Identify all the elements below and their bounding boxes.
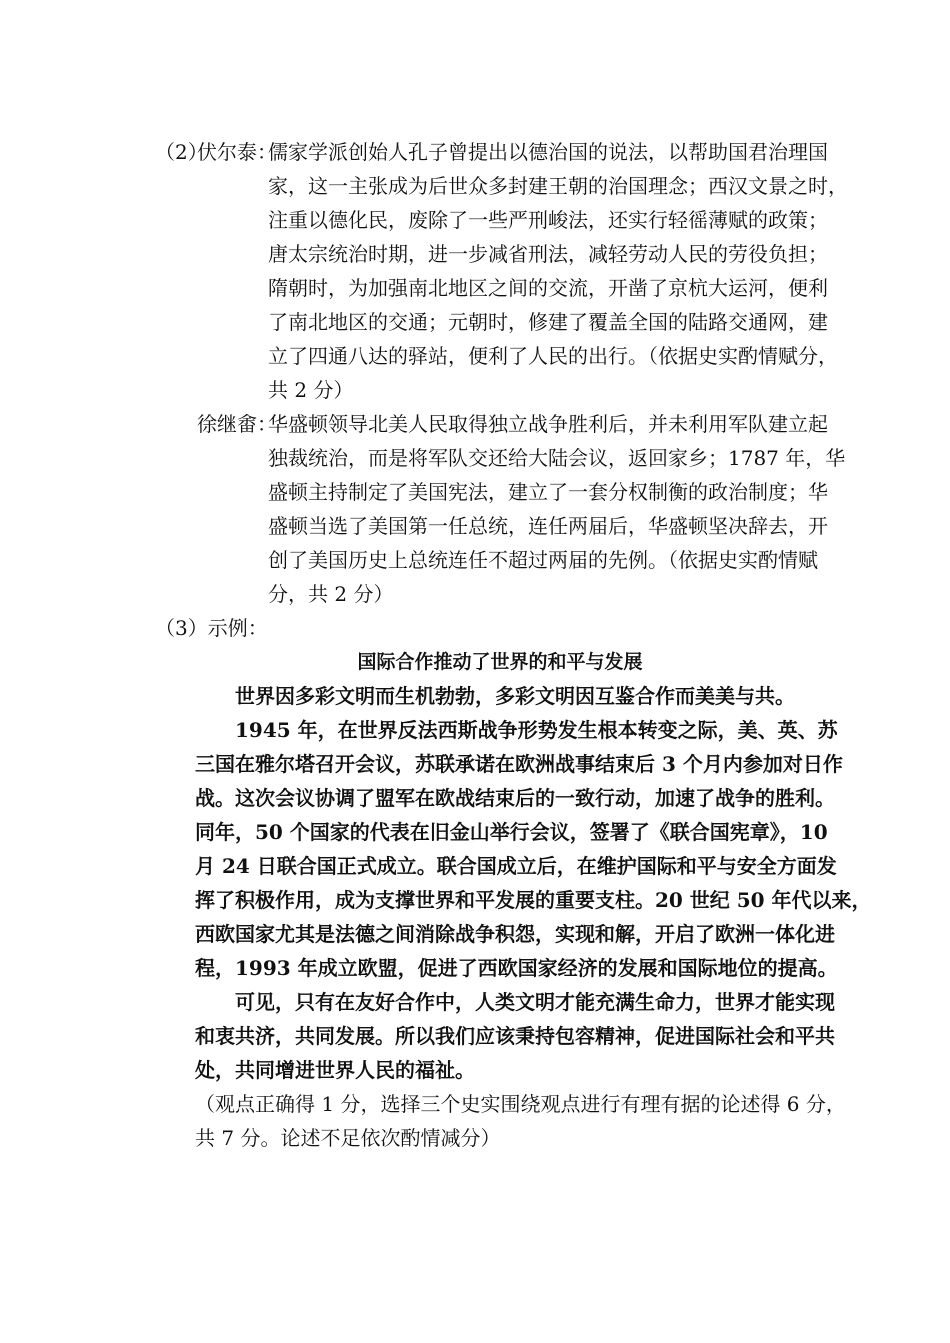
voltaire-line-8: 共 2 分） — [268, 378, 354, 402]
para2-line-3: 处，共同增进世界人民的福祉。 — [195, 1058, 475, 1082]
scoring-line-2: 共 7 分。论述不足依次酌情减分） — [195, 1126, 501, 1150]
xu-line-1: 华盛顿领导北美人民取得独立战争胜利后，并未利用军队建立起 — [268, 412, 828, 436]
xu-line-4: 盛顿当选了美国第一任总统，连任两届后，华盛顿坚决辞去，开 — [268, 514, 828, 538]
part3-label: （3）示例： — [155, 616, 268, 640]
para2-line-1: 可见，只有在友好合作中，人类文明才能充满生命力，世界才能实现 — [235, 990, 835, 1014]
voltaire-line-1: 儒家学派创始人孔子曾提出以德治国的说法，以帮助国君治理国 — [268, 140, 828, 164]
para1-line-3: 战。这次会议协调了盟军在欧战结束后的一致行动，加速了战争的胜利。 — [195, 786, 835, 810]
part2-label: （2） — [155, 140, 208, 164]
xu-line-2: 独裁统治，而是将军队交还给大陆会议，返回家乡；1787 年，华 — [268, 446, 846, 470]
xu-name: 徐继畬： — [197, 412, 277, 436]
scoring-line-1: （观点正确得 1 分，选择三个史实围绕观点进行有理有据的论述得 6 分， — [195, 1092, 846, 1116]
voltaire-line-3: 注重以德化民，废除了一些严刑峻法，还实行轻徭薄赋的政策； — [268, 208, 828, 232]
para1-line-5: 月 24 日联合国正式成立。联合国成立后，在维护国际和平与安全方面发 — [195, 854, 837, 878]
xu-line-6: 分，共 2 分） — [268, 582, 394, 606]
para1-line-2: 三国在雅尔塔召开会议，苏联承诺在欧洲战事结束后 3 个月内参加对日作 — [195, 752, 843, 776]
para1-line-6: 挥了积极作用，成为支撑世界和平发展的重要支柱。20 世纪 50 年代以来， — [195, 888, 872, 912]
para2-line-2: 和衷共济，共同发展。所以我们应该秉持包容精神，促进国际社会和平共 — [195, 1024, 835, 1048]
voltaire-line-5: 隋朝时，为加强南北地区之间的交流，开凿了京杭大运河，便利 — [268, 276, 828, 300]
voltaire-line-7: 立了四通八达的驿站，便利了人民的出行。（依据史实酌情赋分， — [268, 344, 838, 368]
xu-line-3: 盛顿主持制定了美国宪法，建立了一套分权制衡的政治制度；华 — [268, 480, 828, 504]
xu-line-5: 创了美国历史上总统连任不超过两届的先例。（依据史实酌情赋 — [268, 548, 818, 572]
essay-lead: 世界因多彩文明而生机勃勃，多彩文明因互鉴合作而美美与共。 — [235, 684, 795, 708]
essay-title: 国际合作推动了世界的和平与发展 — [357, 651, 643, 673]
para1-line-4: 同年，50 个国家的代表在旧金山举行会议，签署了《联合国宪章》，10 — [195, 820, 828, 844]
para1-line-8: 程，1993 年成立欧盟，促进了西欧国家经济的发展和国际地位的提高。 — [195, 956, 838, 980]
para1-line-1: 1945 年，在世界反法西斯战争形势发生根本转变之际，美、英、苏 — [235, 718, 838, 742]
voltaire-line-2: 家，这一主张成为后世众多封建王朝的治国理念；西汉文景之时， — [268, 174, 848, 198]
voltaire-name: 伏尔泰： — [197, 140, 277, 164]
para1-line-7: 西欧国家尤其是法德之间消除战争积怨，实现和解，开启了欧洲一体化进 — [195, 922, 835, 946]
voltaire-line-6: 了南北地区的交通；元朝时，修建了覆盖全国的陆路交通网，建 — [268, 310, 828, 334]
voltaire-line-4: 唐太宗统治时期，进一步减省刑法，减轻劳动人民的劳役负担； — [268, 242, 828, 266]
